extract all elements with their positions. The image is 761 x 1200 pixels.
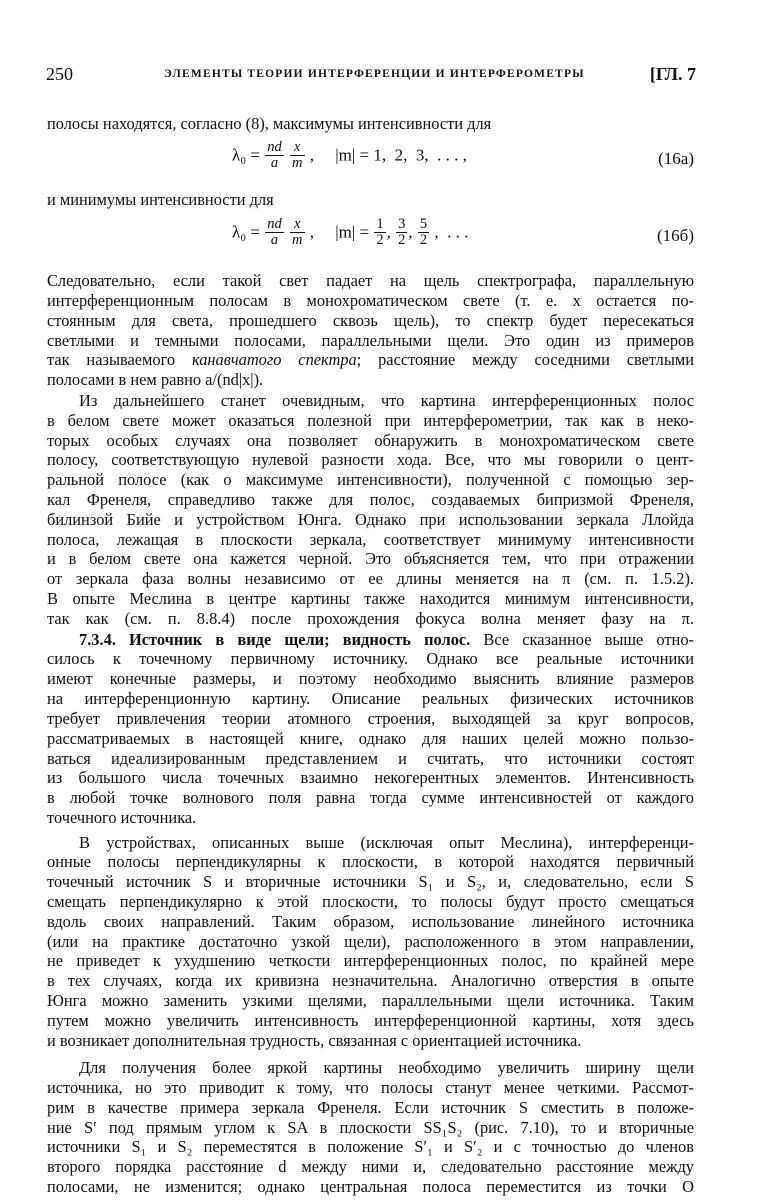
text-line: в любой точке волнового поля равна тогда сумме интенсивностей от каждого (47, 788, 694, 808)
fraction (418, 217, 429, 248)
fraction-denominator: a (270, 232, 279, 248)
fraction (265, 217, 284, 248)
equation-lhs: λ₀ = (232, 145, 261, 165)
text-line: в тех случаях, когда их кривизна незначительна. Аналогично отверстия в опыте (47, 971, 694, 991)
text-line: из большого числа точечных взаимно некогерентных элементов. Интенсивность (47, 768, 694, 788)
text-line: Следовательно, если такой свет падает на щель спектрографа, параллельную (47, 271, 694, 290)
text-line: не приведет к ухудшению четкости интерференционных полос, по крайней мере (47, 951, 694, 971)
text-line: билинзой Бийе и устройством Юнга. Однако при использовании зеркала Ллойда (47, 509, 694, 529)
fraction-denominator: m (292, 155, 303, 171)
page-header (46, 64, 696, 90)
fraction-numerator: 1 (376, 216, 384, 232)
text-line: В устройствах, описанных выше (исключая опыт Меслина), интерференци- (79, 832, 694, 852)
text-line: и возникает дополнительная трудность, связанная с ориентацией источника. (47, 1030, 582, 1050)
text-line: ваться идеализированным представлением и считать, что источники состоят (47, 748, 694, 768)
text-line: онные полосы перпендикулярны к плоскости, в которой находятся первичный (47, 852, 694, 872)
equation-number: (16б) (657, 226, 694, 245)
text-line: точечный источник S и вторичные источники S₁ и S₂, и, следовательно, если S (47, 872, 694, 892)
fraction-denominator: m (292, 232, 303, 248)
fraction-denominator: 2 (419, 232, 428, 248)
section-heading-line (79, 629, 694, 650)
text-line: Из дальнейшего станет очевидным, что картина интерференционных полос (79, 390, 694, 410)
text-line: второго порядка расстояние d между ними и, следовательно расстояние между (47, 1157, 694, 1177)
text-line: полосами в нем равно a/(nd|x|). (47, 370, 264, 390)
text-line: смещать перпендикулярно к этой плоскости, то полосы будут просто смещаться (47, 892, 694, 911)
fraction (265, 140, 284, 171)
page-number: 250 (46, 64, 73, 84)
text-line: и в белом свете она кажется черной. Это объясняется тем, что при отражении (47, 549, 694, 569)
fraction-denominator: 2 (398, 232, 406, 248)
fraction-denominator: a (270, 155, 279, 171)
text-line: (или на практике достаточно узкой щели), расположенного в этом направлении, (47, 931, 694, 951)
text-line: рассматриваемых в настоящей книге, однако для наших целей можно пользо- (47, 728, 694, 748)
text-line: и минимумы интенсивности для (47, 190, 274, 209)
text-line: полосы находятся, согласно (8), максимумы интенсивности для (47, 114, 492, 133)
text-line: Для получения более яркой картины необходимо увеличить ширину щели (79, 1058, 694, 1078)
equation-lhs: λ₀ = (232, 222, 261, 242)
fraction-numerator: x (290, 140, 304, 156)
text-line: ральной полосе (как о максимуме интенсивности), полученной с помощью зер- (47, 470, 694, 490)
fraction-numerator: nd (267, 139, 282, 155)
equation-condition: , |m| = 1, 2, 3, . . . , (309, 145, 467, 165)
equation-16a (232, 140, 467, 180)
text-line: полосами, не изменится; однако центральная полоса переместится из точки O (47, 1177, 694, 1196)
running-title: ЭЛЕМЕНТЫ ТЕОРИИ ИНТЕРФЕРЕНЦИИ И ИНТЕРФЕРОМЕТРЫ (164, 68, 585, 80)
text-line: путем можно увеличить интенсивность интерференционной картины, хотя здесь (47, 1010, 694, 1030)
text-line: требует привлечения теории атомного строения, выходящей за круг вопросов, (47, 708, 694, 728)
fraction-numerator: 5 (419, 216, 428, 232)
text-line: силось к точечному первичному источнику. Однако все реальные источники (47, 649, 694, 669)
fraction (290, 140, 304, 171)
fraction (396, 217, 407, 248)
text-line: источника, но это приводит к тому, что полосы станут менее четкими. Рассмот- (47, 1077, 694, 1097)
text-line: Юнга можно заменить узкими щелями, параллельными щели источника. Таким (47, 991, 694, 1011)
text-span: так называемого (47, 350, 192, 370)
fraction-denominator: 2 (376, 232, 384, 248)
text-span: ; расстояние между соседними светлыми (356, 350, 694, 370)
text-line: имеют конечные размеры, и поэтому необходимо выяснить влияние размеров (47, 669, 694, 689)
text-line: источники S₁ и S₂ переместятся в положение S′₁ и S′₂ и с точностью до членов (47, 1137, 694, 1157)
text-line: полосу, соответствующую нулевой разности хода. Все, что мы говорили о цент- (47, 450, 694, 470)
text-line: торых особых случаях она позволяет обнаружить в монохроматическом свете (47, 430, 694, 450)
text-line: ние S′ под прямым углом к SA в плоскости SS₁S₂ (рис. 7.10), то и вторичные (47, 1117, 694, 1137)
text-line: вдоль своих направлений. Таким образом, использование линейного источника (47, 911, 694, 931)
equation-16b: λ₀ = $\frac{nd}{a}$ $\frac{x}{m}$ , |m| = $\frac{1}{2}$ , $\frac{3}{2}$ , $\frac{5}{2}$ , . . . (232, 216, 469, 248)
fraction (290, 217, 304, 248)
text-line: так как (см. п. 8.8.4) после прохождения фокуса волна меняет фазу на π. (47, 608, 694, 628)
text-line: В опыте Меслина в центре картины также находится минимум интенсивности, (47, 589, 694, 608)
text-line: полоса, лежащая в плоскости зеркала, соответствует минимуму интенсивности (47, 529, 694, 549)
fraction-numerator: nd (267, 216, 282, 232)
text-line: светлыми и темными полосами, параллельными щели. Это один из примеров (47, 330, 694, 350)
chapter-reference: [ГЛ. 7 (649, 64, 696, 84)
fraction (374, 217, 385, 248)
text-line: в белом свете может оказаться полезной при интерферометрии, так как в неко- (47, 410, 694, 430)
text-line: стоянным для света, прошедшего сквозь щель), то спектр будет пересекаться (47, 310, 694, 330)
text-span: Все сказанное выше отно- (470, 629, 694, 649)
text-line: кал Френеля, справедливо также для полос, создаваемых бипризмой Френеля, (47, 489, 694, 509)
text-line: на интерференционную картину. Описание реальных физических источников (47, 689, 694, 709)
text-line: интерференционным полосам в монохроматическом свете (т. е. x остается по- (47, 290, 694, 310)
term-italic: канавчатого спектра (191, 350, 357, 370)
text-line: точечного источника. (47, 808, 197, 827)
equation-number: (16а) (658, 149, 694, 168)
text-line (47, 349, 694, 370)
fraction-numerator: 3 (398, 216, 406, 232)
equation-condition-start: , |m| = (309, 222, 370, 242)
section-heading: 7.3.4. Источник в виде щели; видность полос. (79, 629, 471, 649)
fraction-numerator: x (290, 217, 304, 233)
text-line: от зеркала фаза волны независимо от ее длины меняется на π (см. п. 1.5.2). (47, 569, 694, 589)
text-line: рим в качестве примера зеркала Френеля. Если источник S сместить в положе- (47, 1097, 694, 1117)
equation-condition-end: , . . . (434, 222, 469, 242)
